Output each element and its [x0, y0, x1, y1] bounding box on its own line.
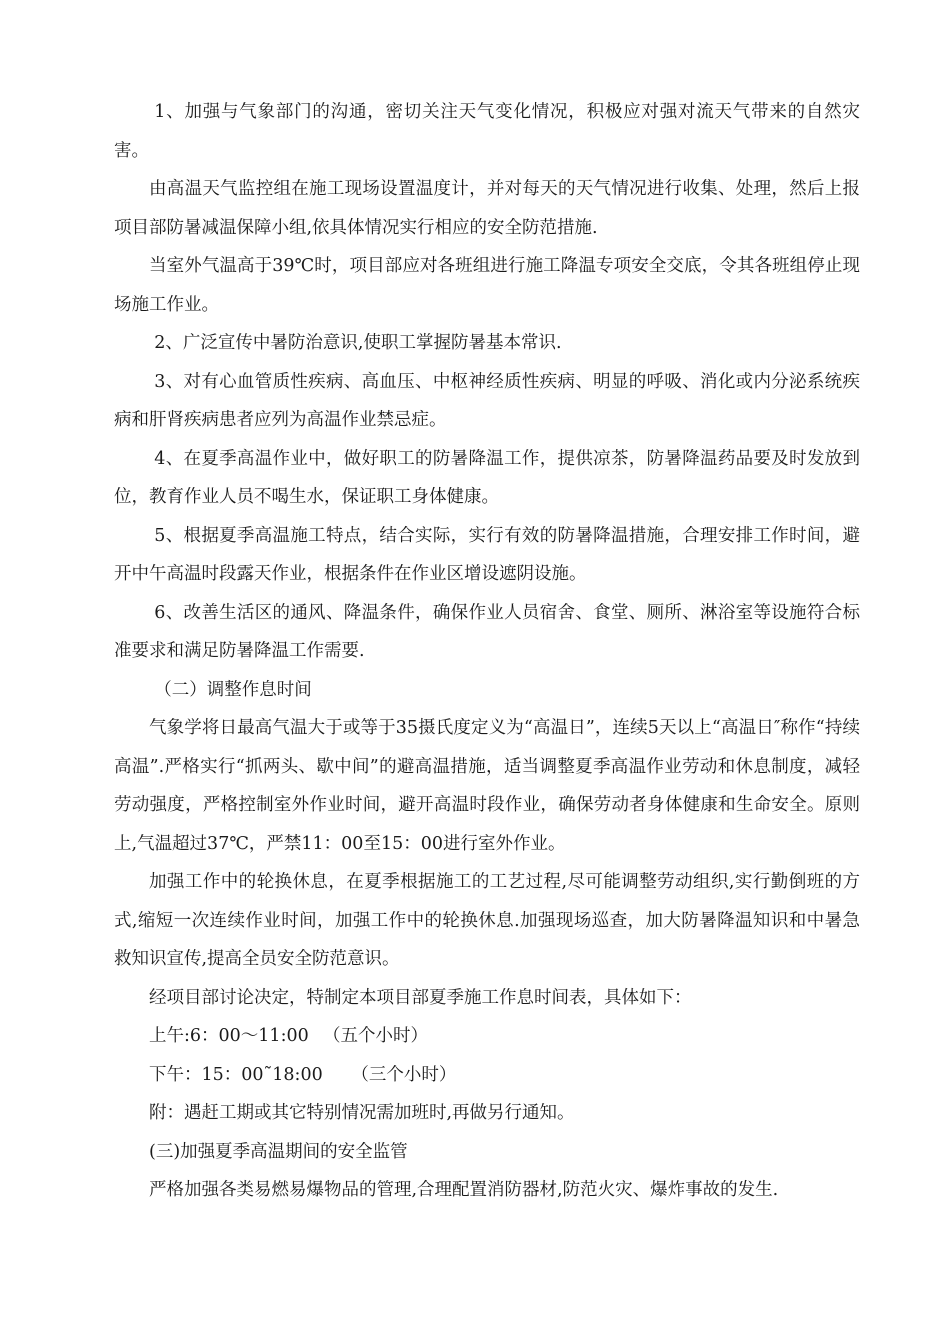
- paragraph-measure-1: 1、加强与气象部门的沟通，密切关注天气变化情况，积极应对强对流天气带来的自然灾害。: [114, 102, 860, 161]
- paragraph-schedule-intro: 经项目部讨论决定，特制定本项目部夏季施工作息时间表，具体如下：: [149, 987, 692, 1008]
- paragraph-fire-safety: 严格加强各类易燃易爆物品的管理,合理配置消防器材,防范火灾、爆炸事故的发生.: [149, 1180, 779, 1200]
- paragraph-measure-4: 4、在夏季高温作业中，做好职工的防暑降温工作，提供凉茶，防暑降温药品要及时发放到位，教育作业人员不喝生水，保证职工身体健康。: [114, 448, 860, 507]
- section-heading-3: (三)加强夏季高温期间的安全监管: [149, 1141, 408, 1162]
- paragraph-monitoring: 由高温天气监控组在施工现场设置温度计，并对每天的天气情况进行收集、处理，然后上报项目部防暑减温保障小组,依具体情况实行相应的安全防范措施.: [114, 179, 860, 238]
- paragraph-measure-6: 6、改善生活区的通风、降温条件，确保作业人员宿舍、食堂、厕所、淋浴室等设施符合标准要求和满足防暑降温工作需要.: [114, 602, 860, 661]
- schedule-note: 附：遇赶工期或其它特别情况需加班时,再做另行通知。: [149, 1103, 575, 1123]
- paragraph-measure-2: 2、广泛宣传中暑防治意识,使职工掌握防暑基本常识.: [154, 333, 562, 353]
- paragraph-high-temperature-definition: 气象学将日最高气温大于或等于35摄氏度定义为“高温日”，连续5天以上“高温日″称作“持续高温”.严格实行“抓两头、歇中间”的避高温措施，适当调整夏季高温作业劳动和休息制度，减轻劳动强度，严格控制室外作业时间，避开高温时段作业，确保劳动者身体健康和生命安全。原则上,气温超过37℃，严禁11：00至15：00进行室外作业。: [114, 718, 860, 854]
- schedule-afternoon: 下午：15：00˜18:00 （三个小时）: [149, 1064, 457, 1085]
- paragraph-measure-3: 3、对有心血管质性疾病、高血压、中枢神经质性疾病、明显的呼吸、消化或内分泌系统疾病和肝肾疾病患者应列为高温作业禁忌症。: [114, 371, 860, 430]
- paragraph-measure-5: 5、根据夏季高温施工特点，结合实际，实行有效的防暑降温措施，合理安排工作时间，避开中午高温时段露天作业，根据条件在作业区增设遮阴设施。: [114, 525, 860, 584]
- paragraph-temperature-threshold: 当室外气温高于39℃时，项目部应对各班组进行施工降温专项安全交底，令其各班组停止现场施工作业。: [114, 256, 860, 315]
- section-heading-2: （二）调整作息时间: [154, 679, 312, 700]
- schedule-morning: 上午:6：00～11:00 （五个小时）: [149, 1026, 429, 1046]
- paragraph-rotation-rest: 加强工作中的轮换休息，在夏季根据施工的工艺过程,尽可能调整劳动组织,实行勤倒班的方式,缩短一次连续作业时间，加强工作中的轮换休息.加强现场巡查，加大防暑降温知识和中暑急救知识宣传,提高全员安全防范意识。: [114, 872, 860, 969]
- document-body: [114, 93, 860, 1210]
